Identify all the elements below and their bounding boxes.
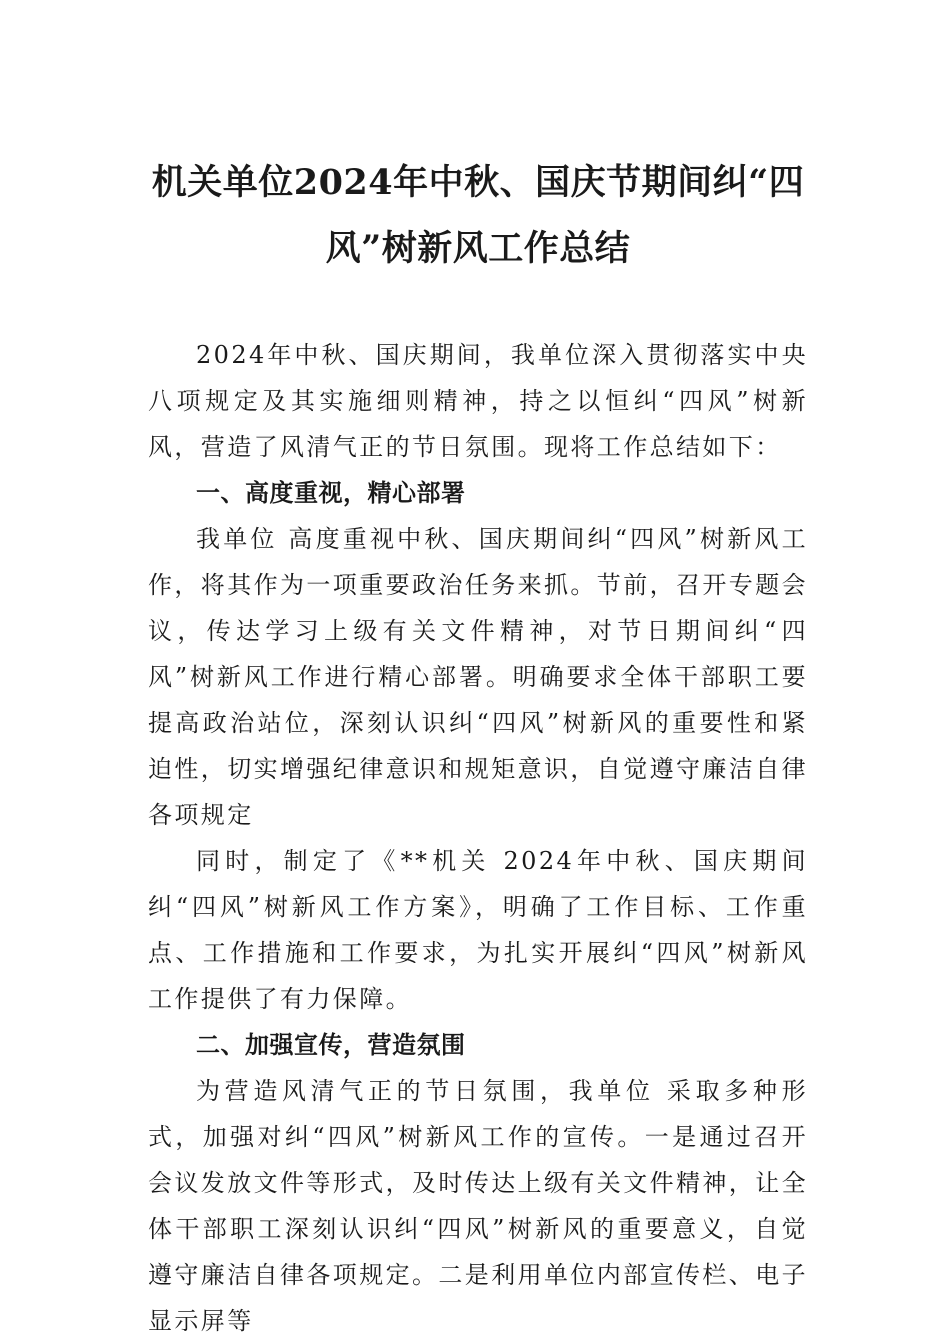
section-1-heading: 一、高度重视，精心部署 xyxy=(196,479,466,507)
title-line-2: 风”树新风工作总结 xyxy=(325,228,631,269)
section-1-paragraph-2: 同时，制定了《**机关 2024年中秋、国庆期间纠“四风”树新风工作方案》，明确了工作目标、工作重点、工作措施和工作要求，为扎实开展纠“四风”树新风工作提供了有力保障。 xyxy=(148,847,808,1013)
intro-paragraph: 2024年中秋、国庆期间，我单位深入贯彻落实中央八项规定及其实施细则精神，持之以恒纠“四风”树新风，营造了风清气正的节日氛围。现将工作总结如下： xyxy=(148,341,808,461)
document-page xyxy=(148,150,808,1344)
section-2-paragraph-1: 为营造风清气正的节日氛围，我单位 采取多种形式，加强对纠“四风”树新风工作的宣传。一是通过召开会议发放文件等形式，及时传达上级有关文件精神，让全体干部职工深刻认识纠“四风”树新风的重要意义，自觉遵守廉洁自律各项规定。二是利用单位内部宣传栏、电子显示屏等 xyxy=(148,1077,808,1335)
title-line-1: 机关单位2024年中秋、国庆节期间纠“四 xyxy=(151,162,805,203)
document-body xyxy=(148,332,808,1344)
section-1-paragraph-1: 我单位 高度重视中秋、国庆期间纠“四风”树新风工作，将其作为一项重要政治任务来抓。节前，召开专题会议，传达学习上级有关文件精神，对节日期间纠“四风”树新风工作进行精心部署。明确要求全体干部职工要提高政治站位，深刻认识纠“四风”树新风的重要性和紧迫性，切实增强纪律意识和规矩意识，自觉遵守廉洁自律各项规定 xyxy=(148,525,808,829)
section-2-heading: 二、加强宣传，营造氛围 xyxy=(196,1031,466,1059)
document-title xyxy=(148,150,808,282)
